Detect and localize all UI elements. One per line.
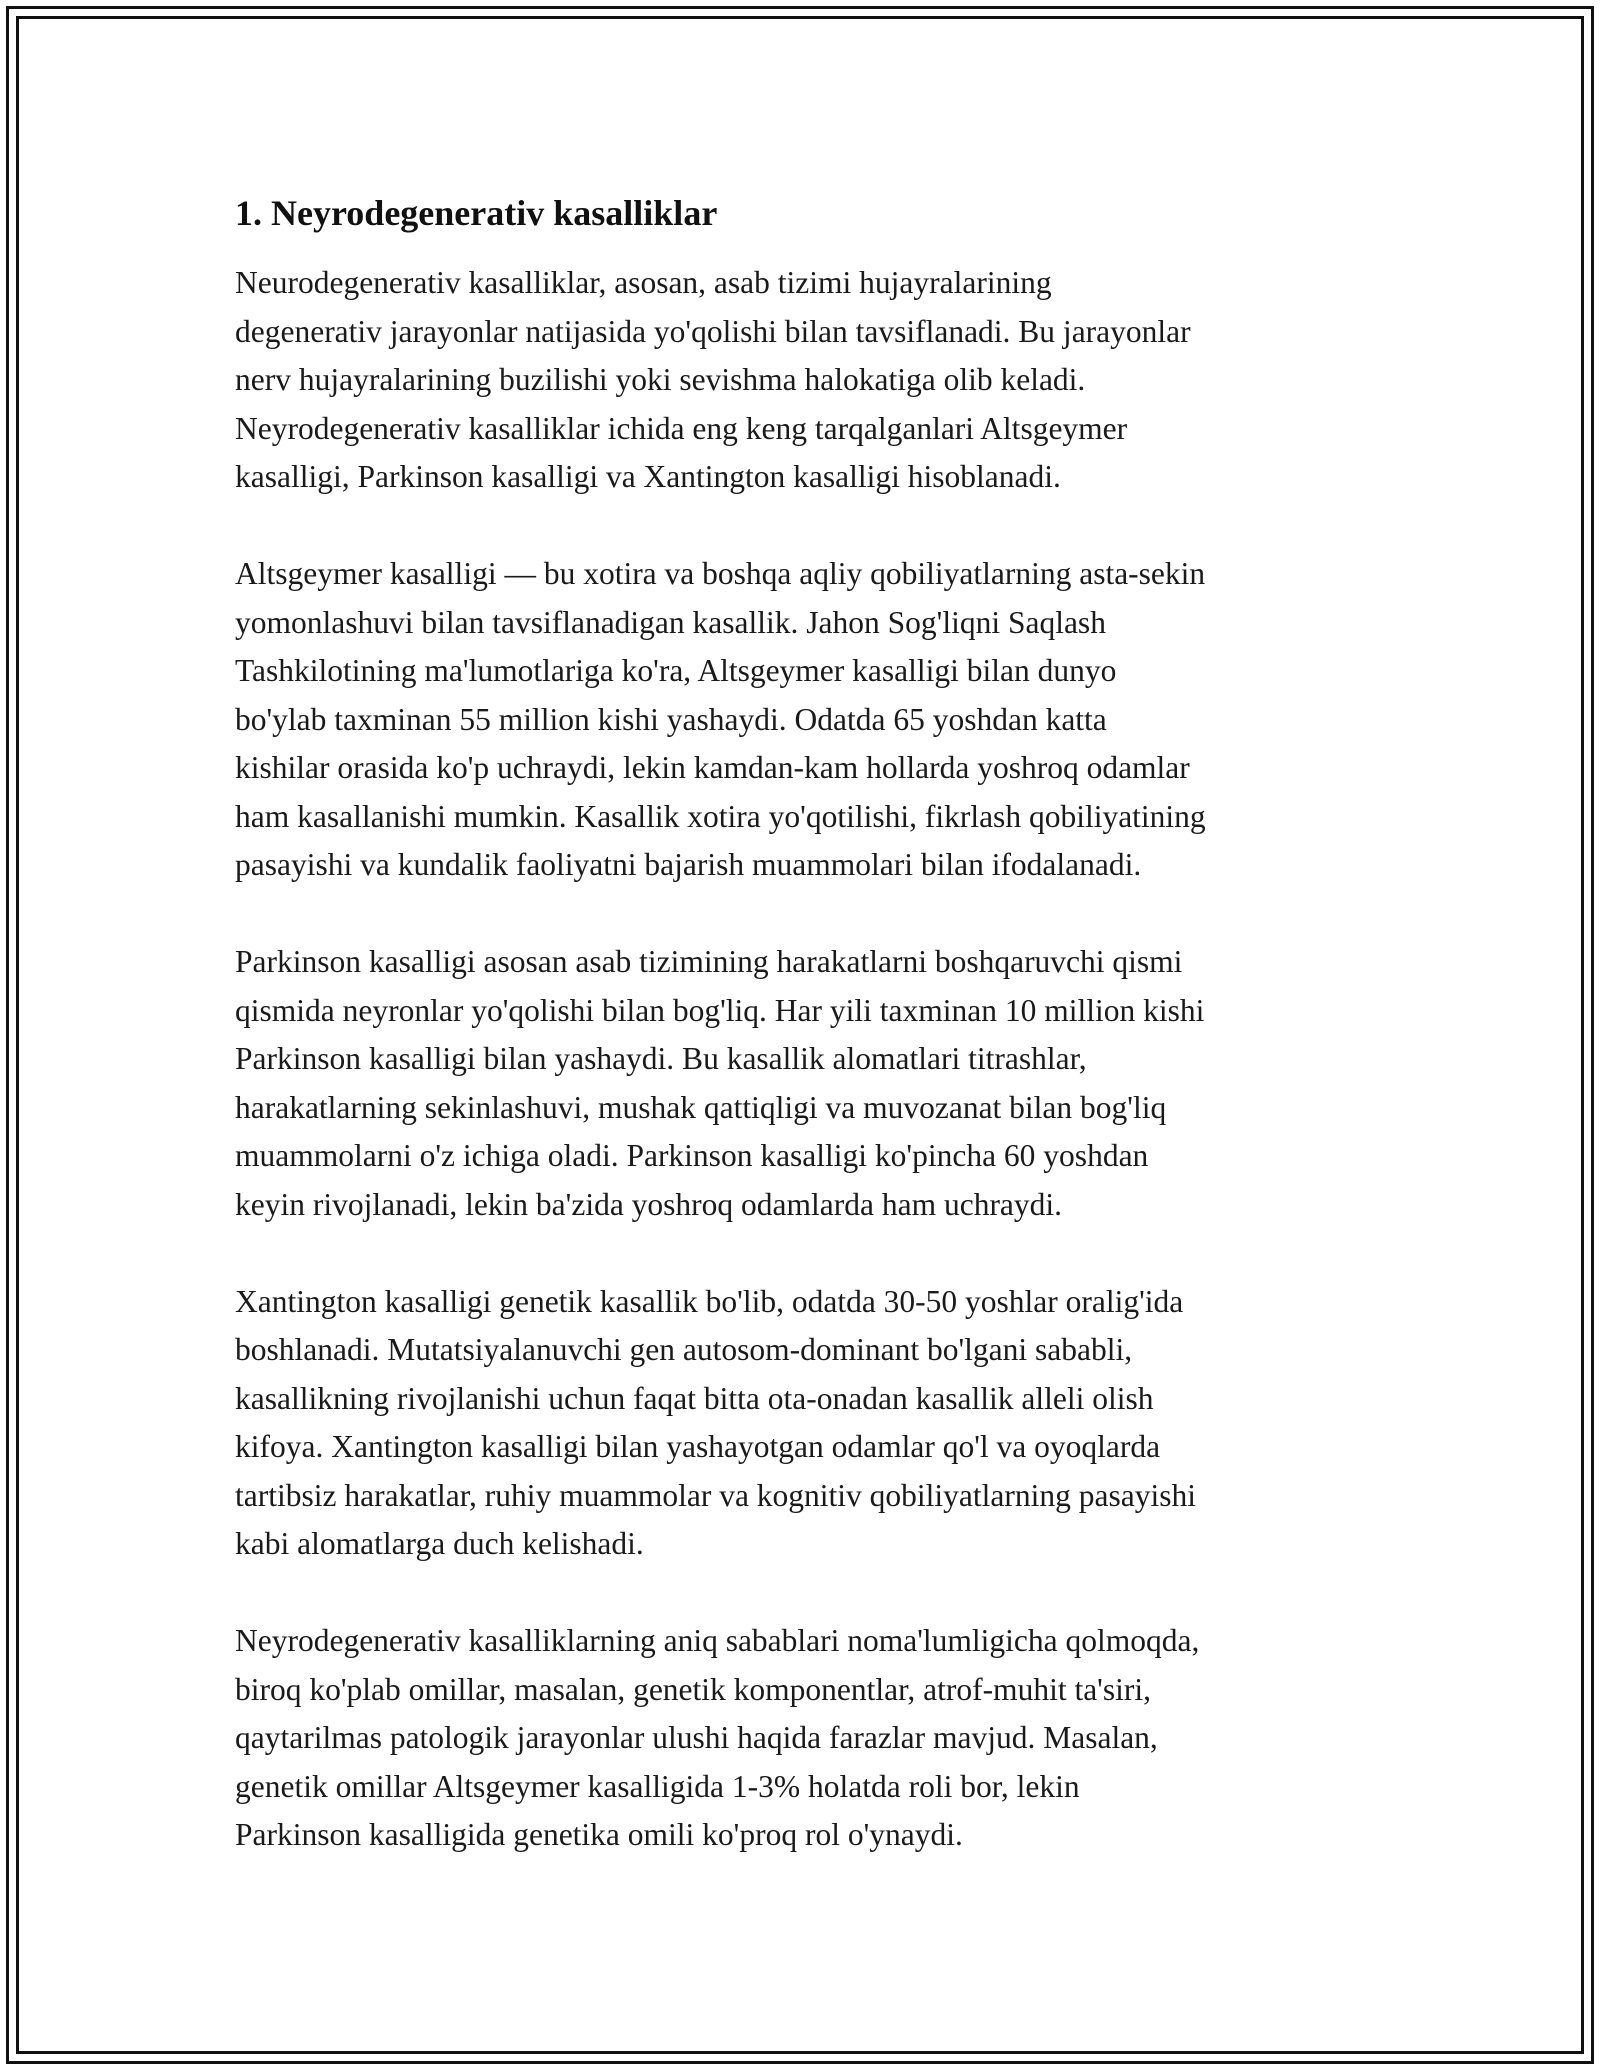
paragraph <box>235 1617 1385 1860</box>
paragraph-line: Tashkilotining ma'lumotlariga ko'ra, Altsgeymer kasalligi bilan dunyo <box>235 653 1117 688</box>
paragraph-line: kishilar orasida ko'p uchraydi, lekin kamdan-kam hollarda yoshroq odamlar <box>235 750 1190 785</box>
paragraph-line: Neyrodegenerativ kasalliklarning aniq sabablari noma'lumligicha qolmoqda, <box>235 1623 1200 1658</box>
paragraph-line: yomonlashuvi bilan tavsiflanadigan kasallik. Jahon Sog'liqni Saqlash <box>235 604 1106 640</box>
document-body <box>235 185 1385 1860</box>
paragraph-line: Parkinson kasalligi bilan yashaydi. Bu kasallik alomatlari titrashlar, <box>235 1041 1087 1076</box>
paragraph <box>235 1278 1385 1569</box>
paragraph-line: Parkinson kasalligida genetika omili ko'proq rol o'ynaydi. <box>235 1817 963 1852</box>
paragraph-line: bo'ylab taxminan 55 million kishi yashaydi. Odatda 65 yoshdan katta <box>235 701 1107 737</box>
section-heading: 1. Neyrodegenerativ kasalliklar <box>235 193 718 233</box>
paragraph <box>235 259 1385 502</box>
paragraph-line: ham kasallanishi mumkin. Kasallik xotira yo'qotilishi, fikrlash qobiliyatining <box>235 798 1206 834</box>
paragraph-line: Neurodegenerativ kasalliklar, asosan, asab tizimi hujayralarining <box>235 265 1052 300</box>
paragraph-line: kasalligi, Parkinson kasalligi va Xantington kasalligi hisoblanadi. <box>235 459 1061 494</box>
paragraph-line: qismida neyronlar yo'qolishi bilan bog'liq. Har yili taxminan 10 million kishi <box>235 992 1205 1028</box>
paragraph-line: Neyrodegenerativ kasalliklar ichida eng keng tarqalganlari Altsgeymer <box>235 410 1128 446</box>
paragraph-list <box>235 259 1385 1860</box>
paragraph-line: Parkinson kasalligi asosan asab tizimining harakatlarni boshqaruvchi qismi <box>235 944 1183 979</box>
paragraph <box>235 550 1385 890</box>
paragraph-line: degenerativ jarayonlar natijasida yo'qolishi bilan tavsiflanadi. Bu jarayonlar <box>235 313 1191 349</box>
paragraph-line: tartibsiz harakatlar, ruhiy muammolar va kognitiv qobiliyatlarning pasayishi <box>235 1477 1196 1513</box>
paragraph <box>235 938 1385 1229</box>
paragraph-line: nerv hujayralarining buzilishi yoki sevishma halokatiga olib keladi. <box>235 362 1086 397</box>
paragraph-line: kabi alomatlarga duch kelishadi. <box>235 1526 644 1561</box>
paragraph-line: genetik omillar Altsgeymer kasalligida 1-3% holatda roli bor, lekin <box>235 1768 1080 1804</box>
paragraph-line: qaytarilmas patologik jarayonlar ulushi haqida farazlar mavjud. Masalan, <box>235 1720 1158 1755</box>
paragraph-line: boshlanadi. Mutatsiyalanuvchi gen autosom-dominant bo'lgani sababli, <box>235 1332 1133 1367</box>
paragraph-line: keyin rivojlanadi, lekin ba'zida yoshroq odamlarda ham uchraydi. <box>235 1186 1063 1222</box>
paragraph-line: kasallikning rivojlanishi uchun faqat bitta ota-onadan kasallik alleli olish <box>235 1380 1154 1416</box>
paragraph-line: Altsgeymer kasalligi — bu xotira va boshqa aqliy qobiliyatlarning asta-sekin <box>235 556 1206 591</box>
paragraph-line: harakatlarning sekinlashuvi, mushak qattiqligi va muvozanat bilan bog'liq <box>235 1089 1167 1125</box>
paragraph-line: pasayishi va kundalik faoliyatni bajarish muammolari bilan ifodalanadi. <box>235 847 1142 882</box>
paragraph-line: biroq ko'plab omillar, masalan, genetik komponentlar, atrof-muhit ta'siri, <box>235 1671 1151 1707</box>
paragraph-line: Xantington kasalligi genetik kasallik bo'lib, odatda 30-50 yoshlar oralig'ida <box>235 1283 1184 1319</box>
paragraph-line: muammolarni o'z ichiga oladi. Parkinson kasalligi ko'pincha 60 yoshdan <box>235 1138 1149 1173</box>
paragraph-line: kifoya. Xantington kasalligi bilan yashayotgan odamlar qo'l va oyoqlarda <box>235 1429 1161 1464</box>
